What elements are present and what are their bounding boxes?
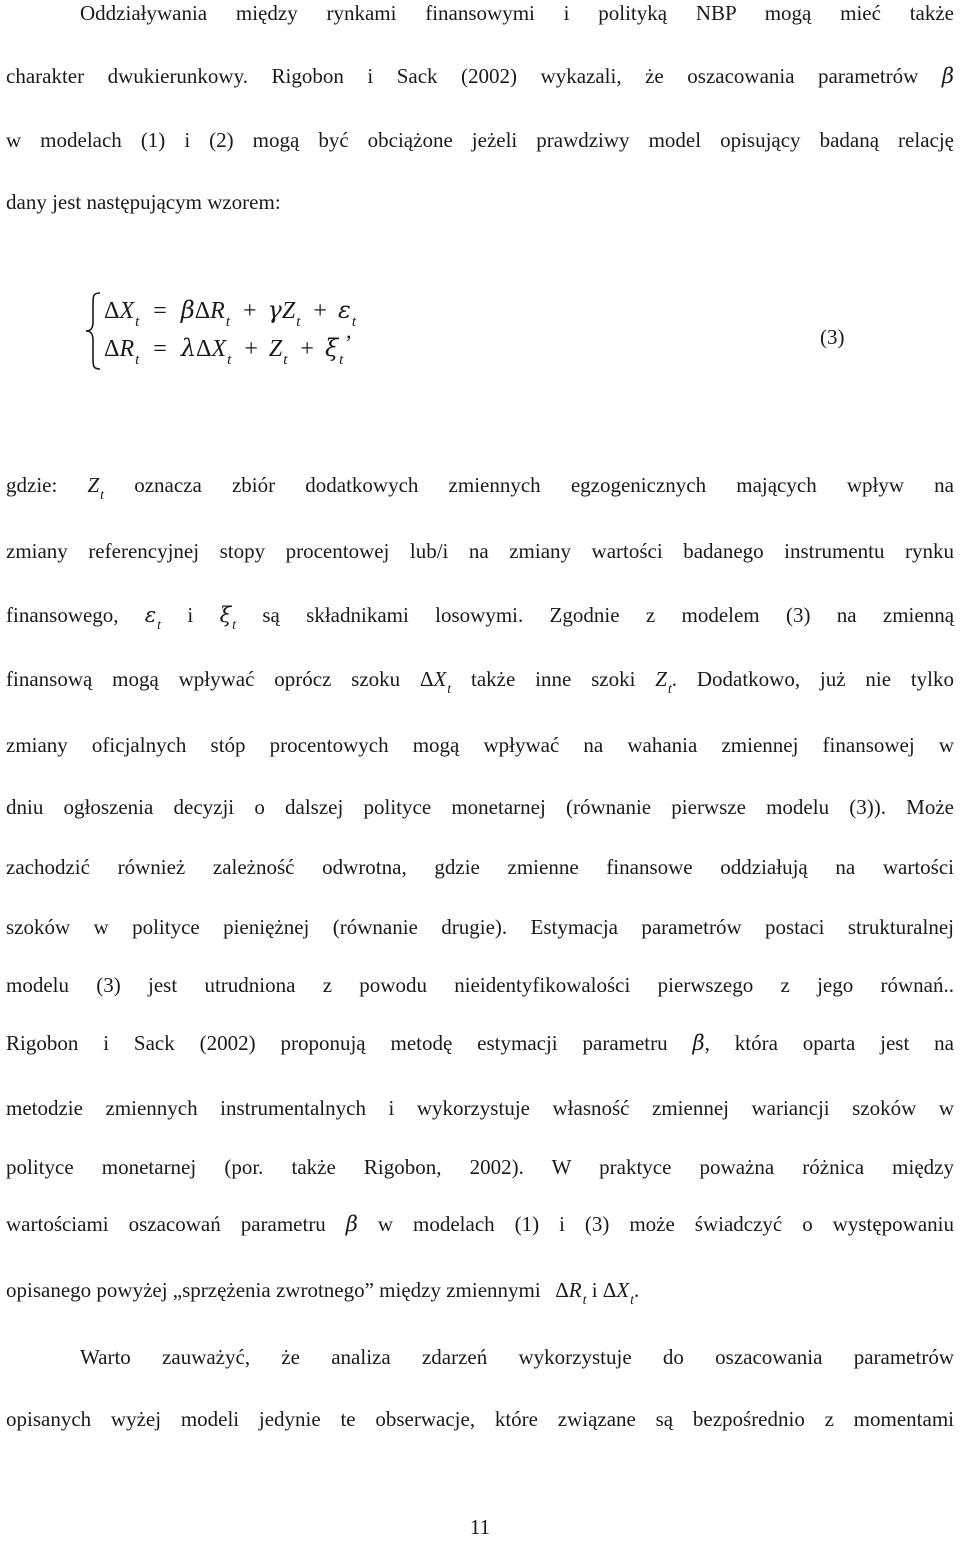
equation-number: (3) <box>820 325 845 349</box>
math-beta: β <box>345 1212 358 1236</box>
paragraph-2-line-2: zmiany referencyjnej stopy procentowej lub/i na zmiany wartości badanego instrumentu rynku <box>6 539 954 563</box>
paragraph-2-line-9: modelu (3) jest utrudniona z powodu nieidentyfikowalości pierwszego z jego równań.. <box>6 973 954 997</box>
equation-comma: , <box>346 318 352 343</box>
left-brace-icon <box>84 290 102 372</box>
paragraph-2-line-3: finansowego, $\varepsilon_t$ i $\xi_t$ są składnikami losowymi. Zgodnie z modelem (3) na zmienną <box>6 603 955 633</box>
math-Z-t: $Z_t$ <box>87 473 105 503</box>
paragraph-2-line-6: dniu ogłoszenia decyzji o dalszej polityce monetarnej (równanie pierwsze modelu (3)). Może <box>6 795 954 819</box>
paragraph-2-line-8: szoków w polityce pieniężnej (równanie drugie). Estymacja parametrów postaci strukturalnej <box>6 915 954 939</box>
paragraph-3-line-2: opisanych wyżej modeli jedynie te obserwacje, które związane są bezpośrednio z momentami <box>6 1407 954 1431</box>
paragraph-1-line-1: Oddziaływania między rynkami finansowymi i polityką NBP mogą mieć także <box>80 1 954 25</box>
math-beta: β <box>692 1031 705 1055</box>
paragraph-1-line-3: w modelach (1) i (2) mogą być obciążone jeżeli prawdziwy model opisujący badaną relację <box>6 128 954 152</box>
paragraph-2-line-12: polityce monetarnej (por. także Rigobon, 2002). W praktyce poważna różnica między <box>6 1155 954 1179</box>
page-number: 11 <box>469 1515 491 1539</box>
equation-row-1: $\Delta X_t = \beta\Delta R_t + \gamma Z_t + \varepsilon_t$ <box>104 296 357 330</box>
math-Z-t: $Z_t$ <box>655 667 672 697</box>
paragraph-3-line-1: Warto zauważyć, że analiza zdarzeń wykorzystuje do oszacowania parametrów <box>80 1345 954 1369</box>
paragraph-2-line-1: gdzie: $Z_t$ oznacza zbiór dodatkowych zmiennych egzogenicznych mających wpływ na <box>6 473 954 503</box>
paragraph-1-line-4: dany jest następującym wzorem: <box>6 190 281 214</box>
math-xi-t: $\xi_t$ <box>219 603 237 633</box>
paragraph-2-line-13: wartościami oszacowań parametru β w modelach (1) i (3) może świadczyć o występowaniu <box>6 1212 954 1236</box>
paragraph-1-line-2: charakter dwukierunkowy. Rigobon i Sack (2002) wykazali, że oszacowania parametrów β <box>6 64 954 88</box>
paragraph-2-line-10: Rigobon i Sack (2002) proponują metodę estymacji parametru β, która oparta jest na <box>6 1031 954 1055</box>
math-epsilon-t: $\varepsilon_t$ <box>144 603 162 633</box>
math-delta-X-t: $\Delta X_t$ <box>602 1278 635 1308</box>
equation-3 <box>84 290 944 390</box>
paragraph-2-line-11: metodzie zmiennych instrumentalnych i wykorzystuje własność zmiennej wariancji szoków w <box>6 1096 954 1120</box>
equation-row-2: $\Delta R_t = \lambda\Delta X_t + Z_t + \xi_t$ <box>104 334 344 368</box>
math-beta: β <box>941 64 954 88</box>
math-delta-X-t: $\Delta X_t$ <box>419 667 452 697</box>
math-delta-R-t: $\Delta R_t$ <box>555 1278 587 1308</box>
paragraph-2-line-5: zmiany oficjalnych stóp procentowych mogą wpływać na wahania zmiennej finansowej w <box>6 733 954 757</box>
paragraph-2-line-14: opisanego powyżej „sprzężenia zwrotnego” między zmiennymi $\Delta R_t$ i $\Delta X_t$. <box>6 1278 640 1308</box>
paragraph-2-line-7: zachodzić również zależność odwrotna, gdzie zmienne finansowe oddziałują na wartości <box>6 855 954 879</box>
paragraph-2-line-4: finansową mogą wpływać oprócz szoku $\Delta X_t$ także inne szoki $Z_t$. Dodatkowo, już nie tylko <box>6 667 955 697</box>
